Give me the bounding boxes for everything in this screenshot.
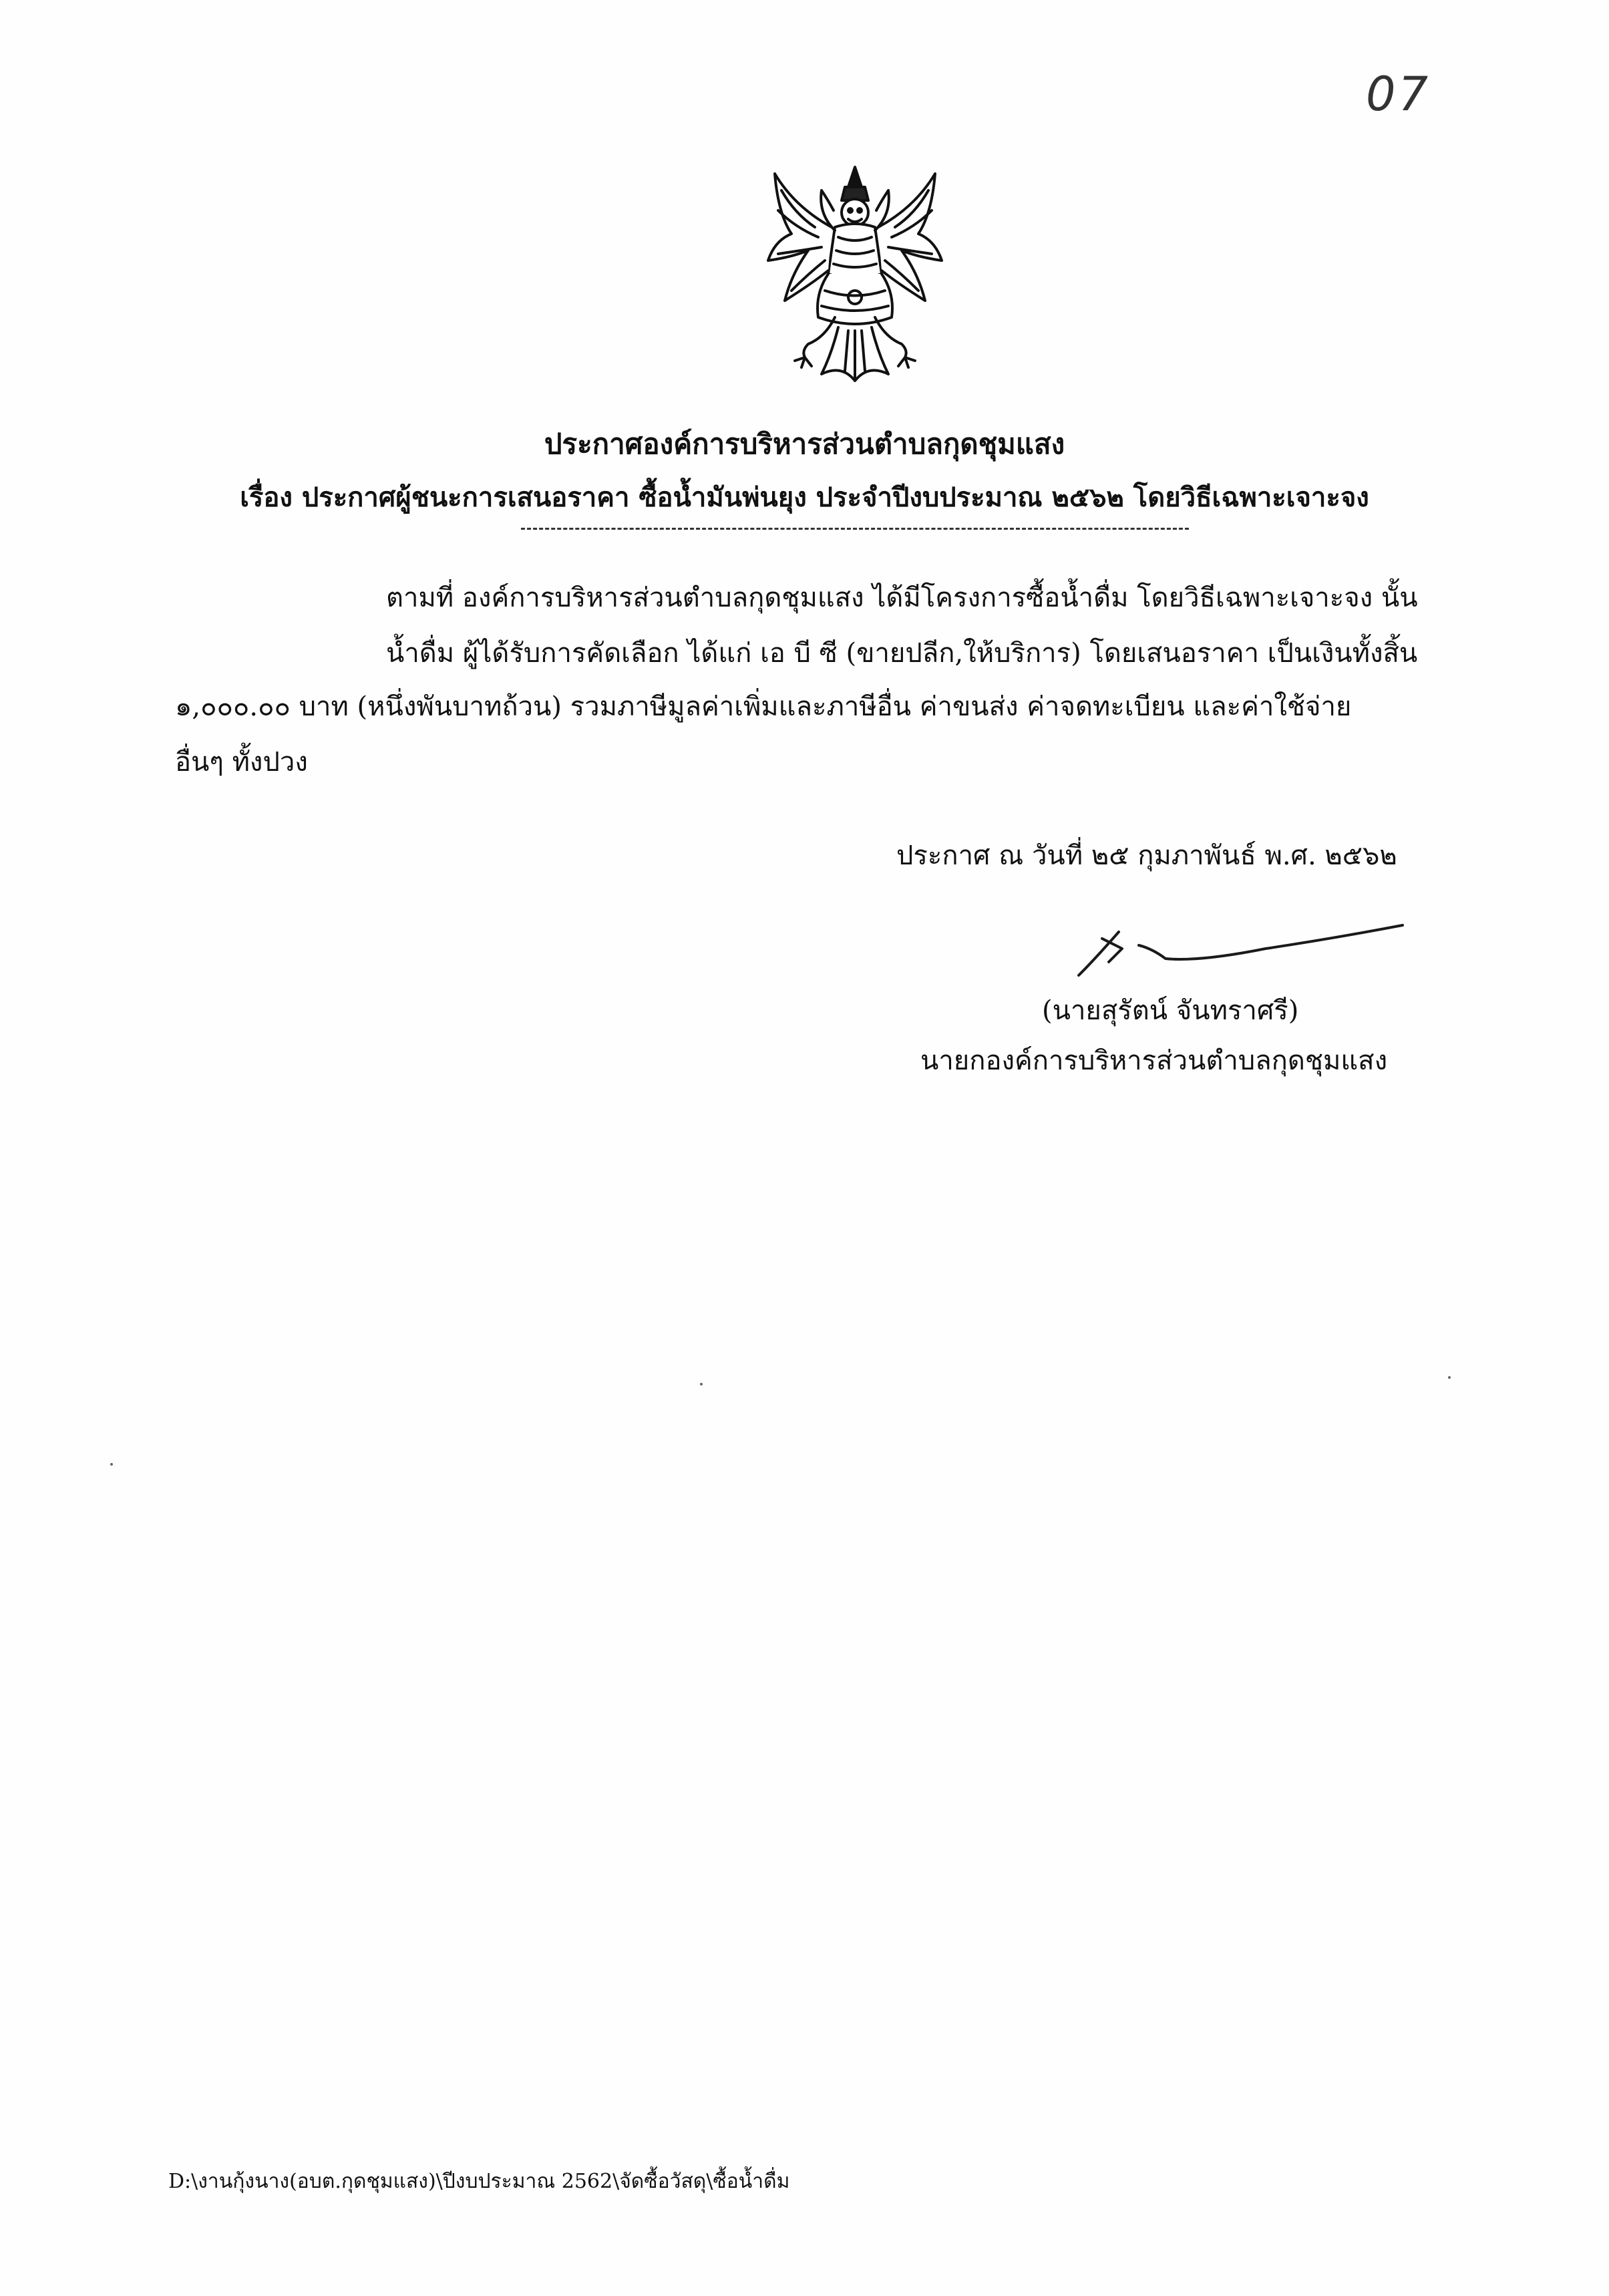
scan-speck [1448, 1376, 1451, 1379]
scan-speck [110, 1463, 113, 1466]
scan-speck [700, 1383, 703, 1385]
title-divider [521, 528, 1189, 530]
body-line-1: ตามที่ องค์การบริหารส่วนตำบลกุดชุมแสง ได้มีโครงการซื้อน้ำดื่ม โดยวิธีเฉพาะเจาะจง นั้น [386, 583, 1418, 613]
body-line-3: ๑,๐๐๐.๐๐ บาท (หนึ่งพันบาทถ้วน) รวมภาษีมูลค่าเพิ่มและภาษีอื่น ค่าขนส่ง ค่าจดทะเบียน และค่าใช้จ่าย [175, 691, 1352, 722]
garuda-emblem-icon [755, 160, 955, 394]
body-line-2: น้ำดื่ม ผู้ได้รับการคัดเลือก ได้แก่ เอ บี ซี (ขายปลีก,ให้บริการ) โดยเสนอราคา เป็นเงินทั้งสิ้น [386, 638, 1418, 669]
document-subject: เรื่อง ประกาศผู้ชนะการเสนอราคา ซื้อน้ำมันพ่นยุง ประจำปีงบประมาณ ๒๕๖๒ โดยวิธีเฉพาะเจาะจง [240, 482, 1369, 513]
document-title: ประกาศองค์การบริหารส่วนตำบลกุดชุมแสง [544, 428, 1065, 460]
file-path-footer: D:\งานกุ้งนาง(อบต.กุดชุมแสง)\ปีงบประมาณ 2562\จัดซื้อวัสดุ\ซื้อน้ำดื่ม [168, 2170, 790, 2193]
handwritten-page-marker: 07 [1366, 67, 1431, 122]
body-line-4: อื่นๆ ทั้งปวง [175, 747, 308, 778]
announcement-date: ประกาศ ณ วันที่ ๒๕ กุมภาพันธ์ พ.ศ. ๒๕๖๒ [896, 840, 1397, 871]
signer-position: นายกองค์การบริหารส่วนตำบลกุดชุมแสง [920, 1045, 1388, 1076]
handwritten-signature [1065, 912, 1413, 985]
signer-name: (นายสุรัตน์ จันทราศรี) [1042, 995, 1299, 1026]
